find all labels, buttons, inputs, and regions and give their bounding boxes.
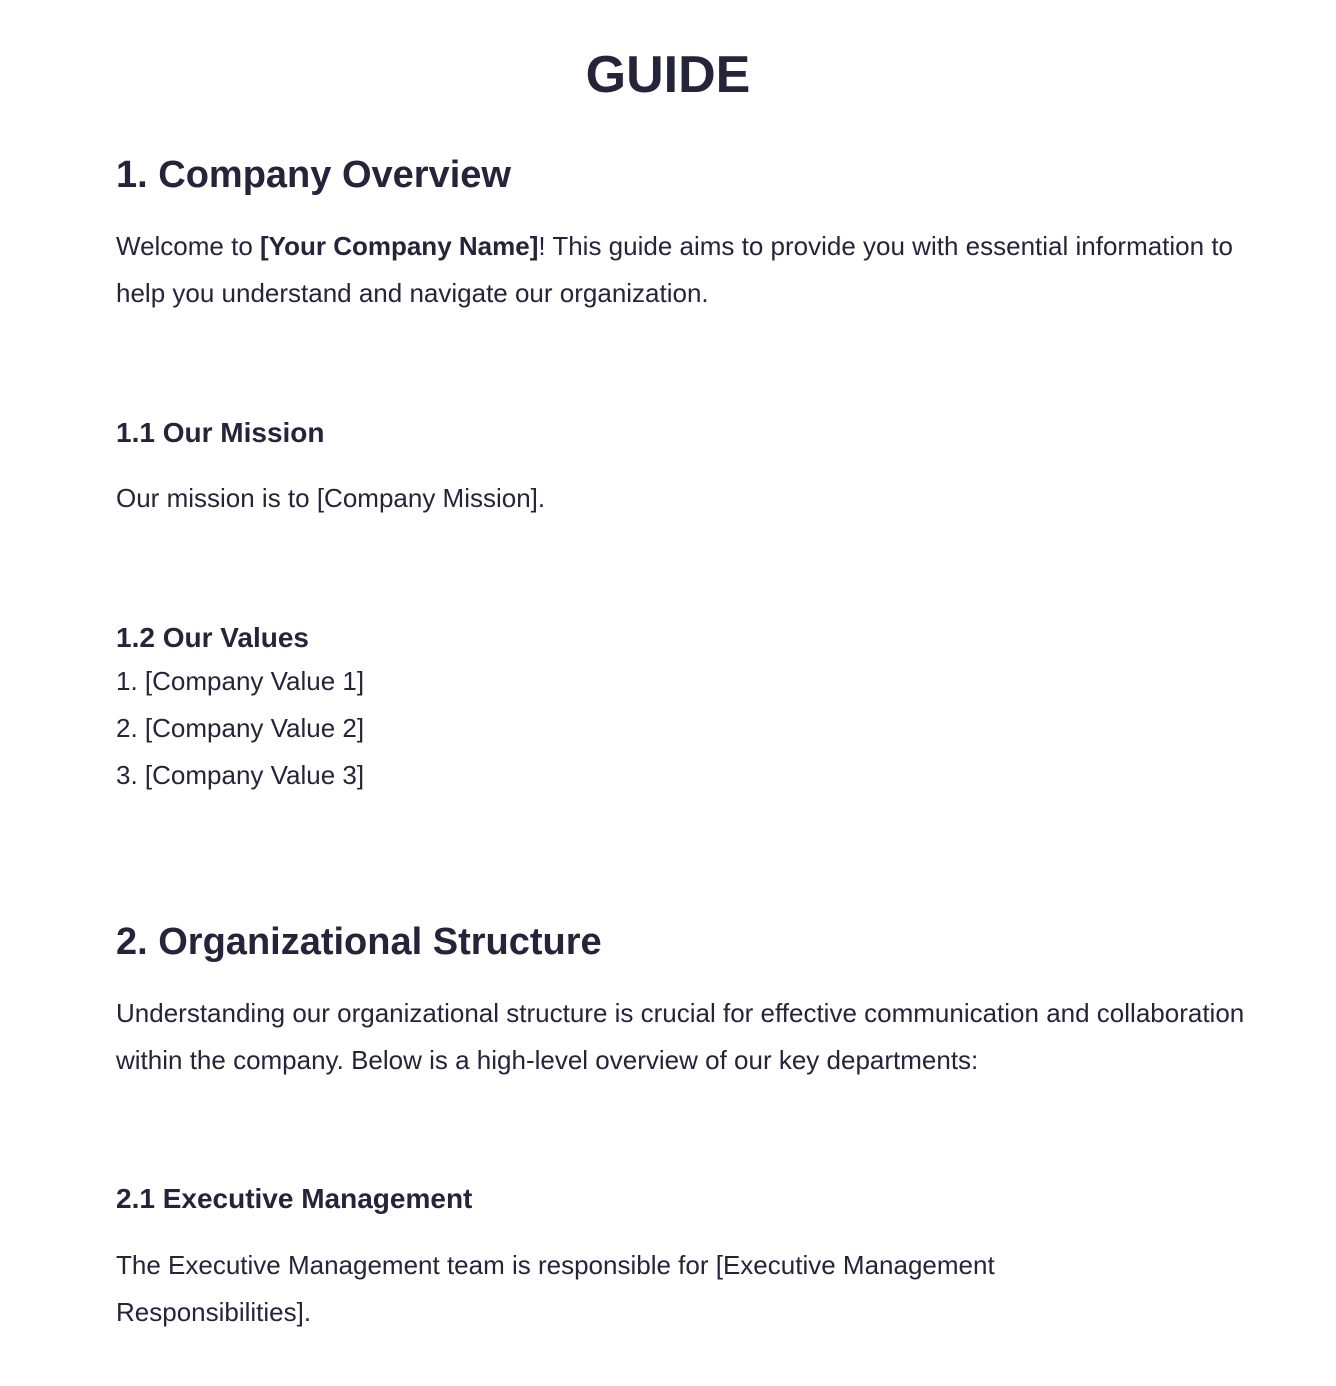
subsection-heading-our-values: 1.2 Our Values — [116, 622, 309, 653]
executive-management-paragraph: The Executive Management team is responsible for [Executive Management Responsibilities]. — [116, 1250, 995, 1327]
mission-paragraph: Our mission is to [Company Mission]. — [116, 483, 546, 513]
intro-text-end: ! This guide aims to provide you with essential information to help you understand and navigate our organization. — [116, 231, 1234, 308]
values-list — [116, 658, 364, 799]
list-item: 2. [Company Value 2] — [116, 713, 365, 743]
company-name-placeholder: [Your Company Name] — [260, 231, 539, 261]
section-heading-organizational-structure: 2. Organizational Structure — [116, 921, 602, 963]
intro-text-start: Welcome to — [116, 231, 261, 261]
list-item: 3. [Company Value 3] — [116, 760, 365, 790]
list-item: 1. [Company Value 1] — [116, 666, 365, 696]
section-heading-company-overview: 1. Company Overview — [116, 154, 511, 196]
organizational-structure-paragraph: Understanding our organizational structure is crucial for effective communication and collaboration within the company. Below is a high-level overview of our key departments: — [116, 998, 1245, 1075]
subsection-heading-executive-management: 2.1 Executive Management — [116, 1183, 473, 1214]
subsection-heading-our-mission: 1.1 Our Mission — [116, 417, 325, 448]
document-title: GUIDE — [585, 46, 751, 104]
company-overview-paragraph — [116, 223, 1246, 317]
